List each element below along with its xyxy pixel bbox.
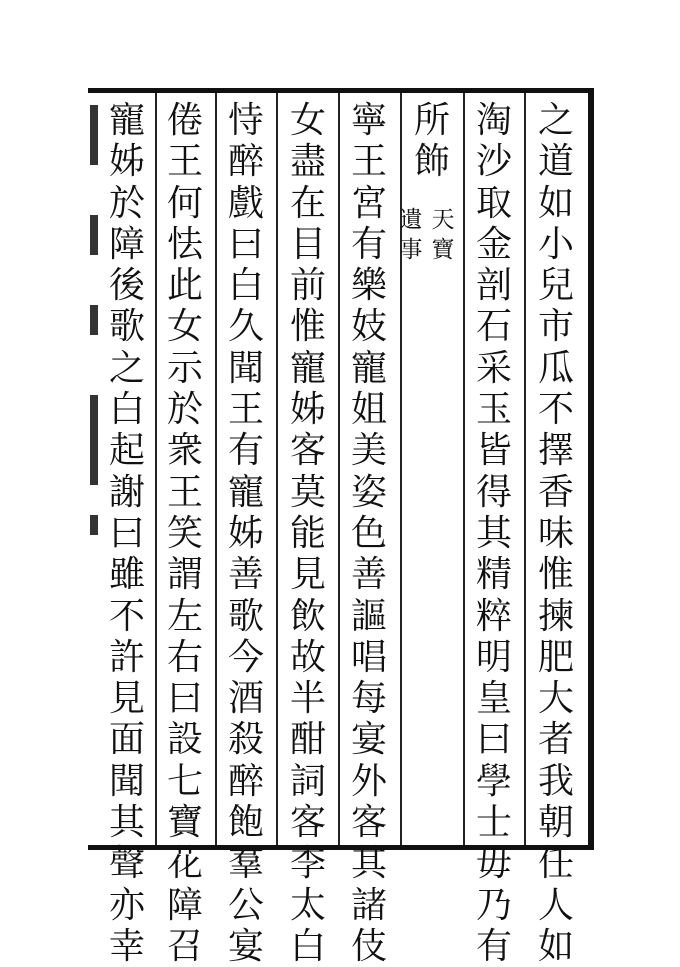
note-character: 天 [431,207,455,233]
character: 樂 [350,265,387,307]
character: 曰 [108,512,145,554]
character: 聞 [227,347,264,389]
character: 如 [537,182,574,224]
character: 之 [537,100,574,141]
character: 惟 [537,554,574,596]
character: 設 [166,719,203,761]
character: 擇 [537,430,574,472]
character: 飽 [227,802,264,844]
character: 女 [166,306,203,348]
character: 寵 [108,100,145,141]
character: 女 [289,100,326,141]
character: 取 [475,182,512,224]
character: 味 [537,512,574,554]
character: 怯 [166,223,203,265]
torn-left-edge [90,95,100,843]
character: 久 [227,306,264,348]
character: 所 [413,100,450,141]
character: 其 [108,802,145,844]
character: 寵 [227,471,264,513]
character: 皇 [475,678,512,720]
column-rule [524,93,526,845]
text-column [470,100,518,967]
character: 有 [227,430,264,472]
character: 飾 [413,141,450,183]
character: 於 [108,182,145,224]
character: 者 [537,719,574,761]
frame-top-border [88,88,594,93]
note-character: 遺 [399,207,423,233]
character: 見 [108,678,145,720]
character: 明 [475,636,512,678]
character: 白 [108,389,145,431]
character: 寵 [289,347,326,389]
character: 王 [166,141,203,183]
character: 李 [289,843,326,885]
character: 寵 [350,347,387,389]
character: 姊 [289,389,326,431]
character: 精 [475,554,512,596]
character: 寧 [350,100,387,141]
character: 衆 [166,430,203,472]
character: 幸 [108,925,145,967]
character: 曰 [475,719,512,761]
text-column [408,100,456,183]
character: 盡 [289,141,326,183]
character: 花 [166,843,203,885]
character: 此 [166,265,203,307]
character: 士 [475,802,512,844]
character: 學 [475,760,512,802]
character: 能 [289,512,326,554]
character: 醉 [227,141,264,183]
character: 小 [537,223,574,265]
text-column [345,100,393,967]
character: 市 [537,306,574,348]
character: 宴 [227,925,264,967]
character: 故 [289,636,326,678]
character: 其 [475,512,512,554]
character: 金 [475,223,512,265]
character: 美 [350,430,387,472]
character: 倦 [166,100,203,141]
character: 姊 [227,512,264,554]
character: 有 [475,925,512,967]
character: 笑 [166,512,203,554]
column-rule [338,93,340,845]
character: 於 [166,389,203,431]
character: 色 [350,512,387,554]
character: 聞 [108,760,145,802]
character: 客 [289,430,326,472]
character: 乃 [475,884,512,926]
character: 曰 [227,223,264,265]
character: 亦 [108,884,145,926]
character: 惟 [289,306,326,348]
character: 公 [227,884,264,926]
character: 有 [350,223,387,265]
character: 玉 [475,389,512,431]
character: 不 [108,595,145,637]
character: 剖 [475,265,512,307]
character: 殺 [227,719,264,761]
character: 莫 [289,471,326,513]
character: 我 [537,760,574,802]
character: 唱 [350,636,387,678]
character: 淘 [475,100,512,141]
character: 障 [108,223,145,265]
text-column [284,100,332,967]
character: 善 [350,554,387,596]
character: 酒 [227,678,264,720]
character: 得 [475,471,512,513]
character: 姿 [350,471,387,513]
character: 其 [350,843,387,885]
character: 善 [227,554,264,596]
character: 今 [227,636,264,678]
character: 歌 [227,595,264,637]
character: 詞 [289,760,326,802]
character: 許 [108,636,145,678]
character: 人 [537,884,574,926]
character: 王 [350,141,387,183]
character: 沙 [475,141,512,183]
character: 皆 [475,430,512,472]
text-column [222,100,270,967]
character: 謝 [108,471,145,513]
character: 不 [537,389,574,431]
column-rule [215,93,217,845]
character: 伎 [350,925,387,967]
character: 外 [350,760,387,802]
character: 障 [166,884,203,926]
character: 宮 [350,182,387,224]
character: 之 [108,347,145,389]
character: 大 [537,678,574,720]
character: 示 [166,347,203,389]
character: 揀 [537,595,574,637]
character: 目 [289,223,326,265]
note-line [430,205,456,265]
character: 采 [475,347,512,389]
character: 王 [166,471,203,513]
character: 白 [289,925,326,967]
character: 妓 [350,306,387,348]
character: 任 [537,843,574,885]
character: 右 [166,636,203,678]
character: 何 [166,182,203,224]
character: 兒 [537,265,574,307]
character: 瓜 [537,347,574,389]
character: 客 [289,802,326,844]
character: 姊 [108,141,145,183]
frame-right-border [588,88,594,850]
character: 聲 [108,843,145,885]
character: 每 [350,678,387,720]
character: 王 [227,389,264,431]
character: 曰 [166,678,203,720]
text-column [161,100,209,967]
character: 道 [537,141,574,183]
character: 飲 [289,595,326,637]
character: 醉 [227,760,264,802]
character: 太 [289,884,326,926]
character: 粹 [475,595,512,637]
character: 石 [475,306,512,348]
character: 羣 [227,843,264,885]
character: 酣 [289,719,326,761]
character: 在 [289,182,326,224]
note-character: 事 [399,237,423,263]
character: 起 [108,430,145,472]
character: 面 [108,719,145,761]
character: 客 [350,802,387,844]
column-rule [276,93,278,845]
text-column [532,100,580,967]
character: 後 [108,265,145,307]
character: 半 [289,678,326,720]
character: 見 [289,554,326,596]
character: 謳 [350,595,387,637]
character: 香 [537,471,574,513]
character: 謂 [166,554,203,596]
character: 寶 [166,802,203,844]
column-rule [463,93,465,845]
character: 姐 [350,389,387,431]
text-column [103,100,151,967]
column-rule [155,93,157,845]
character: 恃 [227,100,264,141]
character: 召 [166,925,203,967]
character: 戲 [227,182,264,224]
character: 左 [166,595,203,637]
character: 七 [166,760,203,802]
note-character: 寶 [431,237,455,263]
character: 雖 [108,554,145,596]
character: 毋 [475,843,512,885]
character: 白 [227,265,264,307]
character: 肥 [537,636,574,678]
note-line [398,205,424,265]
character: 宴 [350,719,387,761]
character: 朝 [537,802,574,844]
character: 諸 [350,884,387,926]
character: 前 [289,265,326,307]
character: 歌 [108,306,145,348]
character: 如 [537,925,574,967]
